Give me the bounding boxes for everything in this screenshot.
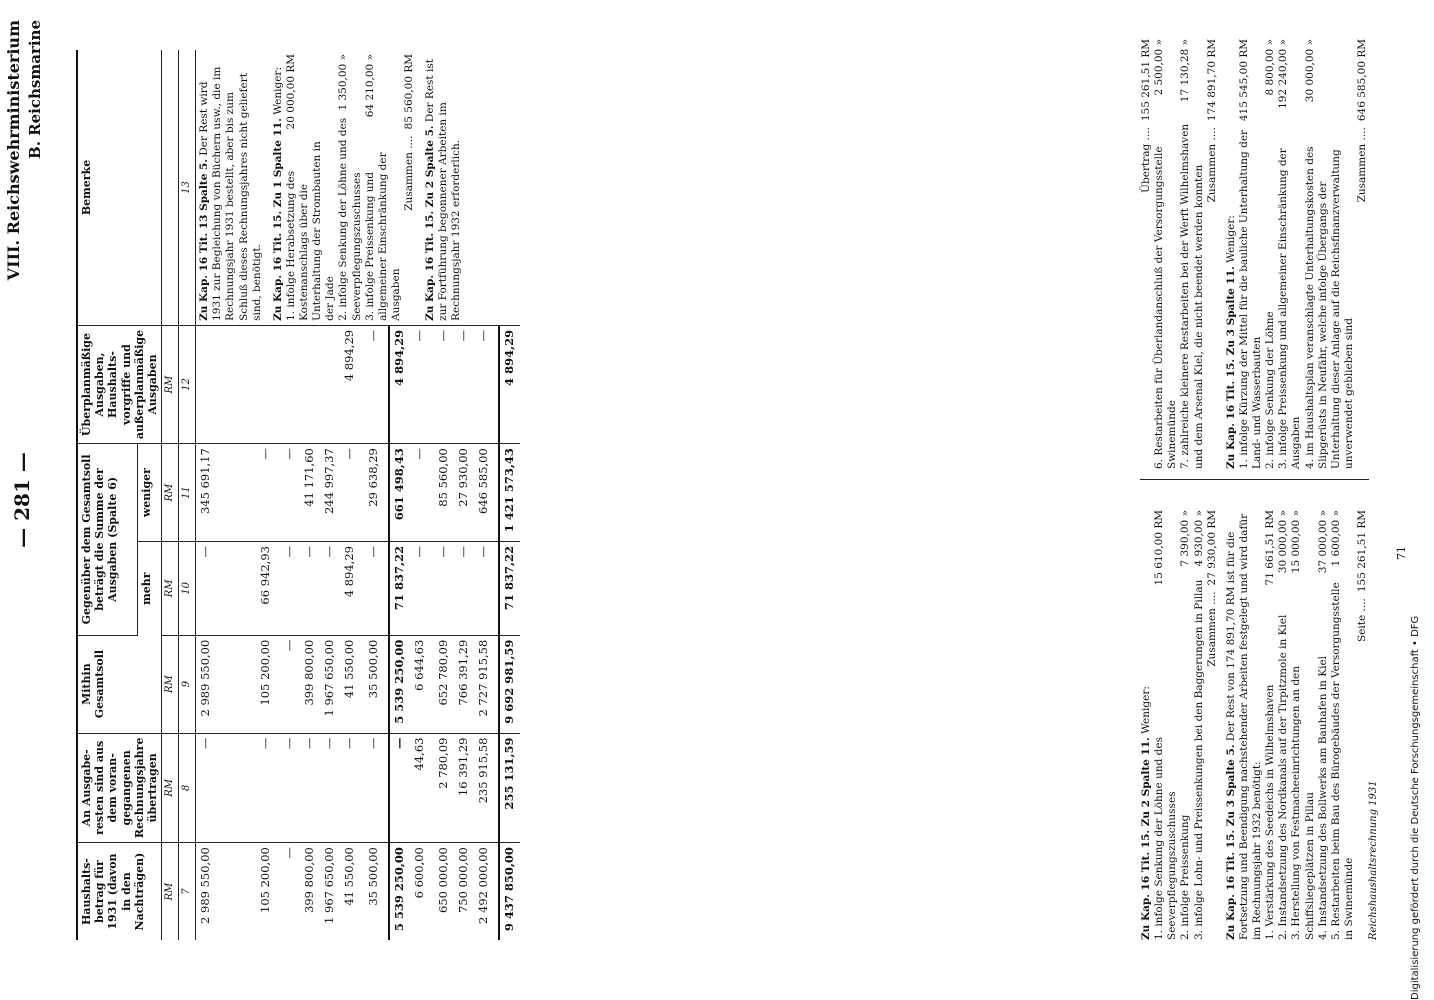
cell-c8: 235 915,58 [474,733,499,843]
col-header-13: Bemerke [77,50,162,325]
item-value: 415 545,00 RM [1237,39,1250,122]
section-title: VIII. Reichswehrministerium [4,20,23,281]
cell-c11: 41 171,60 [300,444,320,542]
note-block [1225,39,1369,469]
cell-c12: — [364,325,389,443]
item-label: 1. infolge Kürzung der Mittel für die bauliche Unterhaltung der Land- und Wasserbauten [1237,129,1263,469]
carry-over [1140,39,1153,469]
col-header-11: weniger [137,444,161,542]
item-value: 192 240,00 » [1277,39,1290,109]
total-label: Zusammen .... [403,135,415,211]
item-value: 15 000,00 » [1290,510,1303,574]
cell-c8: — [320,733,340,843]
item-value: 30 000,00 » [1277,510,1290,574]
cell-c12: — [474,325,499,443]
list-item [285,54,338,321]
item-label: 5. Restarbeiten beim Bau des Bürogebäudes der Versorgungsstelle in Swinemünde [1329,582,1355,940]
col-number-10: 10 [179,542,196,636]
item-label: 1. infolge Herabsetzung des Kostenanschlags über die Unterhaltung der Strombauten in der Jade [284,141,337,321]
col-number-9: 9 [179,635,196,733]
cell-c12: — [410,325,434,443]
cell-c7: 105 200,00 [257,847,272,913]
cell-c12: 4 894,29 [499,325,520,443]
note-total [1356,39,1369,469]
cell-c8: 44,63 [410,733,434,843]
item-label: 2. infolge Preissenkung [1179,814,1192,940]
cell-c7: — [281,847,296,859]
note-intro: Der Rest von 174 891,70 RM ist für die Fortsetzung und Beendigung nachstehender Arbeiten festgelegt und wird dafür im Rechnungsjahr 1932 benötigt: [1224,513,1263,940]
item-label: 2. infolge Senkung der Löhne [1264,311,1277,469]
note-tit15-2-title: Zu Kap. 16 Tit. 15. Zu 2 Spalte 5. [424,125,437,321]
item-value: 17 130,28 » [1179,39,1192,103]
cell-c9: — [280,635,300,733]
list-item [1238,39,1264,469]
cell-c8: — [196,733,256,843]
cell-c7: 399 800,00 [301,847,316,913]
note-tit15-2-text: Der Rest ist zur Fortführung begonnener Arbeiten im Rechnungsjahr 1932 erforderlich. [424,59,463,321]
cell-c11: 646 585,00 [474,444,499,542]
cell-c9: 2 989 550,00 [196,635,256,733]
cell-c10: 66 942,93 [256,542,280,636]
cell-c12 [320,325,340,443]
cell-c7: 2 492 000,00 [475,847,490,924]
cell-c12: — [454,325,474,443]
cell-c9: 5 539 250,00 [389,635,410,733]
section-subtitle: B. Reichsmarine [26,20,44,159]
item-label: 3. Herstellung von Festmacheeinrichtungen an den Schiffsliegeplätzen in Pillau [1290,665,1316,940]
cell-c11: 661 498,43 [389,444,410,542]
note-total [403,54,416,321]
note-title: Zu Kap. 16 Tit. 15. Zu 3 Spalte 11. [1224,266,1237,469]
total-value: 646 585,00 RM [1356,39,1368,122]
cell-c8: 2 780,09 [434,733,454,843]
cell-c7: 750 000,00 [455,847,470,913]
cell-c12: — [434,325,454,443]
list-item [1193,510,1206,940]
cell-c7: 6 600,00 [411,847,426,899]
list-item [1290,510,1316,940]
note-block [1225,510,1369,940]
cell-c10: — [300,542,320,636]
item-value: 64 210,00 » [363,54,376,118]
cell-c9: 9 692 981,59 [499,635,520,733]
cell-c10: — [474,542,499,636]
total-value: 174 891,70 RM [1205,39,1218,122]
col-header-8: An Ausgabe-resten sind aus dem voran-gegangenen Rechnungsjahre übertragen [77,733,162,843]
note-tit15-1-text: Weniger: [271,67,284,115]
note-tit15-1 [272,54,416,321]
carry-value: 155 261,51 RM [1140,39,1152,122]
list-item [1264,39,1277,469]
cell-c9: 6 644,63 [410,635,434,733]
cell-c9: 41 550,00 [340,635,364,733]
item-label: 3. infolge Preissenkung und allgemeiner Einschränkung der Ausgaben [1277,148,1303,469]
item-label: 1. infolge Senkung der Löhne und des Seeverpflegungszuschusses [1153,736,1179,940]
list-item [1153,510,1179,940]
item-value: 30 000,00 » [1303,39,1316,103]
col-header-7: Haushalts-betrag für 1931 (davon in den Nachträgen) [77,843,162,940]
cell-c11: 85 560,00 [434,444,454,542]
item-value: 37 000,00 » [1316,510,1329,574]
list-item [1179,510,1192,940]
cell-c7: 5 539 250,00 [389,843,410,940]
list-item [1304,39,1357,469]
table-header-row [77,50,137,940]
list-item [1317,510,1330,940]
col-unit-9: RM [162,635,179,733]
total-label: Zusammen .... [1205,591,1218,667]
cell-c9: 35 500,00 [364,635,389,733]
carry-label: Übertrag .... [1140,127,1152,193]
cell-c10: — [196,542,256,636]
total-label: Zusammen .... [1205,127,1218,203]
cell-c10: — [410,542,434,636]
cell-c11: — [280,444,300,542]
cell-c8: — [364,733,389,843]
list-item [1153,39,1179,469]
note-intro: Weniger: [1224,215,1237,263]
note-tit13 [198,54,264,321]
cell-c10: — [434,542,454,636]
total-value: 85 560,00 RM [403,54,415,130]
cell-c12: 4 894,29 [340,325,364,443]
item-value: 4 930,00 » [1192,510,1205,567]
cell-c7: 9 437 850,00 [499,843,520,940]
cell-c8: 16 391,29 [454,733,474,843]
cell-c10: — [364,542,389,636]
note-title: Zu Kap. 16 Tit. 15. Zu 3 Spalte 5. [1224,744,1237,940]
item-label: 4. im Haushaltsplan veranschlagte Unterhaltungskosten des Slipgerüsts in Neufähr, welche infolge Übergangs der Unterhaltung dieser Anlage auf die Reichsfinanzverwaltung unverwendet geblieben sind [1303,146,1355,469]
table-units-row [162,50,179,940]
cell-c9: 399 800,00 [300,635,320,733]
note-title: Zu Kap. 16 Tit. 15. Zu 2 Spalte 11. [1140,737,1152,940]
item-label: 3. infolge Preissenkung und allgemeiner Einschränkung der Ausgaben [363,152,402,321]
item-label: 7. zahlreiche kleinere Restarbeiten bei der Werft Wilhelmshaven und dem Arsenal Kiel, die nicht beendet werden konnten [1179,123,1205,469]
col-header-group-10-11: Gegenüber dem Gesamtsoll beträgt die Summe der Ausgaben (Spalte 6) [77,444,137,636]
item-value: 7 390,00 » [1179,510,1192,567]
total-label: Zusammen .... [1356,127,1368,203]
col-header-10: mehr [137,542,161,636]
col-number-7: 7 [179,843,196,940]
note-total [1206,510,1219,940]
dfg-credit: Digitalisierung gefördert durch die Deutsche Forschungsgemeinschaft • DFG [1410,615,1421,1000]
item-label: 3. infolge Lohn- und Preissenkungen bei den Baggerungen in Pillau [1192,579,1205,940]
note-tit15-1-title: Zu Kap. 16 Tit. 15. Zu 1 Spalte 11. [271,118,284,321]
col-header-9: Mithin Gesamtsoll [77,635,162,733]
cell-c11: 29 638,29 [364,444,389,542]
cell-c12 [196,325,256,443]
item-value: 20 000,00 RM [284,54,297,130]
list-item [337,54,363,321]
item-label: 2. infolge Senkung der Löhne und des Seeverpflegungszuschusses [337,117,363,321]
cell-c10: 71 837,22 [499,542,520,636]
table-colnum-row [179,50,196,940]
list-item [364,54,403,321]
note-intro: Weniger: [1140,686,1152,734]
item-label: 1. Verstärkung des Seedeichs in Wilhelmshaven [1264,684,1277,940]
cell-c9: 766 391,29 [454,635,474,733]
item-label: 6. Restarbeiten für Überlandanschluß der Versorgungsstelle Swinemünde [1153,146,1179,469]
subtotal-value: 155 261,51 RM [1356,510,1368,593]
col-number-13: 13 [179,50,196,325]
item-value: 15 610,00 RM [1153,510,1166,586]
lower-notes-right [1140,39,1369,480]
lower-notes-left [1140,510,1369,940]
item-value: 1 600,00 » [1329,510,1342,567]
list-item [1330,510,1356,940]
list-item [1277,510,1290,940]
item-label: 4. Instandsetzung des Bollwerks am Bauhafen in Kiel [1316,655,1329,940]
cell-c8: 255 131,59 [499,733,520,843]
note-tit15-2 [424,54,463,321]
note-total [1206,39,1219,469]
cell-c9: 105 200,00 [256,635,280,733]
lower-notes [1140,39,1370,940]
cell-c11: — [410,444,434,542]
cell-c11: — [256,444,280,542]
cell-c8: — [389,733,410,843]
cell-c11: 345 691,17 [196,444,256,542]
cell-c7: 2 989 550,00 [198,847,213,924]
cell-c9: 2 727 915,58 [474,635,499,733]
col-unit-13 [162,50,179,325]
col-unit-7: RM [162,843,179,940]
cell-c11: 27 930,00 [454,444,474,542]
col-unit-12: RM [162,325,179,443]
cell-c11: 1 421 573,43 [499,444,520,542]
cell-c7: 41 550,00 [341,847,356,906]
item-value: 8 800,00 » [1264,39,1277,96]
page-number: — 281 — [10,452,34,548]
footer-publication: Reichshaushaltsrechnung 1931 [1368,780,1379,940]
subtotal-label: Seite .... [1356,598,1368,643]
item-value: 2 500,00 » [1153,39,1166,96]
cell-c7: 650 000,00 [435,847,450,913]
cell-c8: — [256,733,280,843]
note-tit13-text: Der Rest wird 1931 zur Begleichung von Büchern usw., die im Rechnungsjahr 1931 bestellt, aber bis zum Schluß dieses Rechnungsjahres nicht geliefert sind, benötigt. [198,66,263,321]
cell-c11: 244 997,37 [320,444,340,542]
note-tit13-title: Zu Kap. 16 Tit. 13 Spalte 5. [198,159,211,321]
cell-c8: — [340,733,364,843]
col-header-12: Überplanmäßige Ausgaben, Haushalts-vorgriffe und außerplanmäßige Ausgaben [77,325,162,443]
item-value: 1 350,00 » [337,54,350,111]
note-block [1140,39,1219,469]
col-unit-8: RM [162,733,179,843]
list-item [1264,510,1277,940]
list-item [1277,39,1303,469]
col-number-12: 12 [179,325,196,443]
cell-c12 [300,325,320,443]
cell-c7: 1 967 650,00 [321,847,336,924]
cell-c11: — [340,444,364,542]
note-block [1140,510,1219,940]
cell-c10: — [320,542,340,636]
item-value: 71 661,51 RM [1264,510,1277,586]
budget-table [76,50,520,940]
cell-c10: — [280,542,300,636]
cell-c10: 4 894,29 [340,542,364,636]
cell-c12 [256,325,280,443]
table-row [196,50,256,940]
cell-c12: 4 894,29 [389,325,410,443]
col-unit-10: RM [162,542,179,636]
cell-c10: — [454,542,474,636]
cell-c7: 35 500,00 [365,847,380,906]
list-item [1179,39,1205,469]
item-label: 2. Instandsetzung des Nordkanals auf der Tirpitzmole in Kiel [1277,614,1290,940]
col-number-11: 11 [179,444,196,542]
footer-page-number: 71 [1395,546,1408,560]
col-unit-11: RM [162,444,179,542]
cell-c8: — [300,733,320,843]
cell-c9: 652 780,09 [434,635,454,733]
cell-c8: — [280,733,300,843]
cell-c9: 1 967 650,00 [320,635,340,733]
cell-c12 [280,325,300,443]
remarks-cell [196,50,520,325]
col-number-8: 8 [179,733,196,843]
total-value: 27 930,00 RM [1205,510,1218,586]
cell-c10: 71 837,22 [389,542,410,636]
